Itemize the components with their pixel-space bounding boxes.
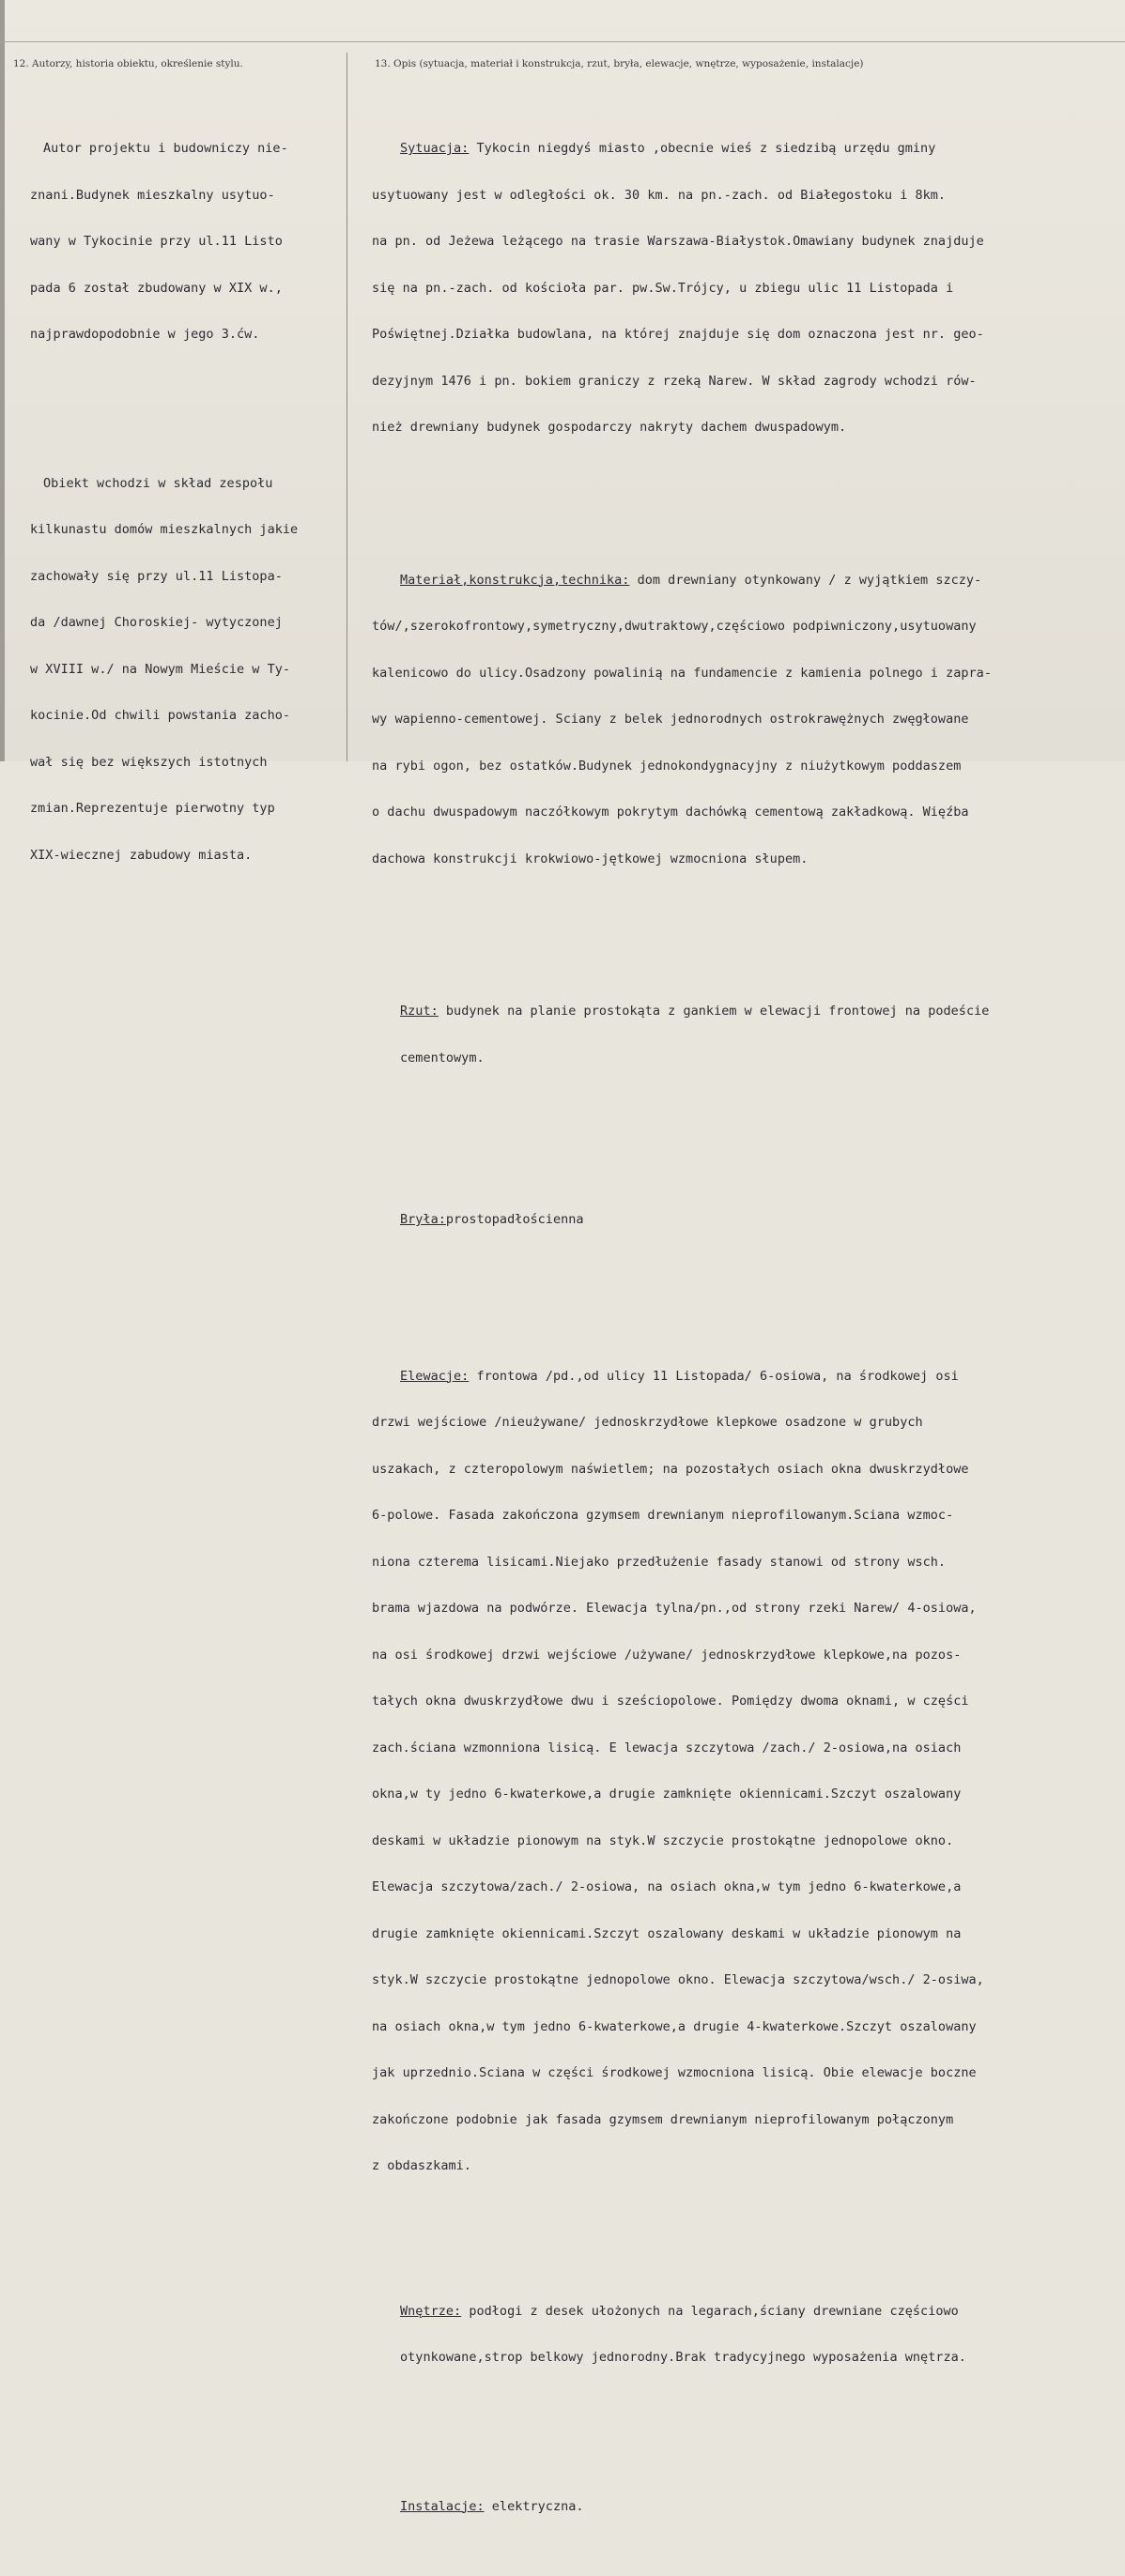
text-line: 6-polowe. Fasada zakończona gzymsem drewnianym nieprofilowanym.Sciana wzmoc-	[372, 1508, 954, 1523]
label-bryla: Bryła:	[400, 1212, 446, 1227]
text-line: tów/,szerokofrontowy,symetryczny,dwutraktowy,częściowo podpiwniczony,usytuowany	[372, 619, 977, 634]
text-line: Elewacja szczytowa/zach./ 2-osiowa, na osiach okna,w tym jedno 6-kwaterkowe,a	[372, 1879, 962, 1894]
paragraph-authors	[30, 110, 344, 374]
text-line: kilkunastu domów mieszkalnych jakie	[30, 522, 299, 537]
text-line: wał się bez większych istotnych	[30, 754, 268, 770]
text-line: dachowa konstrukcji krokwiowo-jętkowej wzmocniona słupem.	[372, 851, 809, 866]
text-line: brama wjazdowa na podwórze. Elewacja tylna/pn.,od strony rzeki Narew/ 4-osiowa,	[372, 1601, 977, 1616]
text-line: najprawdopodobnie w jego 3.ćw.	[30, 327, 260, 342]
label-wnetrze: Wnętrze:	[400, 2303, 462, 2319]
label-rzut: Rzut:	[400, 1004, 439, 1019]
label-sytuacja: Sytuacja:	[400, 141, 470, 156]
section-bryla	[400, 1181, 1125, 1259]
text-line: budynek na planie prostokąta z gankiem w elewacji frontowej na podeście	[438, 1004, 990, 1019]
text-line: się na pn.-zach. od kościoła par. pw.Sw.Trójcy, u zbiegu ulic 11 Listopada i	[372, 280, 954, 296]
label-material: Materiał,konstrukcja,technika:	[400, 572, 630, 588]
text-line: z obdaszkami.	[372, 2158, 471, 2173]
text-line: Poświętnej.Działka budowlana, na której znajduje się dom oznaczona jest nr. geo-	[372, 327, 984, 342]
text-line: nież drewniany budynek gospodarczy nakryty dachem dwuspadowym.	[372, 420, 847, 435]
section-elewacje	[372, 1338, 1125, 2205]
text-line: kocinie.Od chwili powstania zacho-	[30, 708, 291, 723]
paragraph-ensemble	[30, 445, 344, 895]
text-line: okna,w ty jedno 6-kwaterkowe,a drugie zamknięte okiennicami.Szczyt oszalowany	[372, 1786, 962, 1802]
top-rule	[0, 41, 1125, 42]
text-line: cementowym.	[400, 1050, 485, 1066]
text-line: na rybi ogon, bez ostatków.Budynek jednokondygnacyjny z niużytkowym poddaszem	[372, 758, 962, 774]
description-text	[372, 79, 1125, 2576]
text-line: Autor projektu i budowniczy nie-	[43, 141, 288, 156]
text-line: usytuowany jest w odległości ok. 30 km. na pn.-zach. od Białegostoku i 8km.	[372, 187, 947, 203]
text-line: wany w Tykocinie przy ul.11 Listo	[30, 234, 283, 249]
section-12-header: 12. Autorzy, historia obiektu, określenie stylu.	[13, 58, 243, 69]
text-line: wy wapienno-cementowej. Sciany z belek jednorodnych ostrokrawężnych zwęgłowane	[372, 712, 969, 727]
text-line: zach.ściana wzmonniona lisicą. E lewacja szczytowa /zach./ 2-osiowa,na osiach	[372, 1740, 962, 1756]
section-rzut	[400, 973, 1125, 1096]
section-instalacje	[400, 2468, 1125, 2546]
text-line: XIX-wiecznej zabudowy miasta.	[30, 847, 253, 863]
sheet-edge	[0, 0, 5, 761]
text-line: kalenicowo do ulicy.Osadzony powalinią na fundamencie z kamienia polnego i zapra-	[372, 665, 992, 681]
text-line: o dachu dwuspadowym naczółkowym pokrytym dachówką cementową zakładkową. Więźba	[372, 805, 969, 820]
text-line: na osiach okna,w tym jedno 6-kwaterkowe,a drugie 4-kwaterkowe.Szczyt oszalowany	[372, 2018, 977, 2034]
text-line: na pn. od Jeżewa leżącego na trasie Warszawa-Białystok.Omawiany budynek znajduje	[372, 234, 984, 249]
label-instalacje: Instalacje:	[400, 2498, 485, 2514]
section-wnetrze	[400, 2273, 1125, 2397]
text-line: podłogi z desek ułożonych na legarach,ściany drewniane częściowo	[461, 2303, 959, 2319]
text-line: Tykocin niegdyś miasto ,obecnie wieś z siedzibą urzędu gminy	[469, 141, 936, 156]
text-line: znani.Budynek mieszkalny usytuo-	[30, 187, 275, 203]
text-line: otynkowane,strop belkowy jednorodny.Brak tradycyjnego wyposażenia wnętrza.	[400, 2350, 966, 2365]
text-line: pada 6 został zbudowany w XIX w.,	[30, 280, 283, 296]
text-line: tałych okna dwuskrzydłowe dwu i sześciopolowe. Pomiędzy dwoma oknami, w części	[372, 1694, 969, 1709]
section-material	[372, 542, 1125, 898]
section-sytuacja	[372, 110, 1125, 467]
text-line: niona czterema lisicami.Niejako przedłużenie fasady stanowi od strony wsch.	[372, 1554, 947, 1570]
text-line: w XVIII w./ na Nowym Mieście w Ty-	[30, 661, 291, 677]
author-history-text	[30, 79, 344, 925]
text-line: na osi środkowej drzwi wejściowe /używane/ jednoskrzydłowe klepkowe,na pozos-	[372, 1647, 962, 1663]
label-elewacje: Elewacje:	[400, 1368, 470, 1384]
text-line: zachowały się przy ul.11 Listopa-	[30, 568, 283, 584]
text-line: drzwi wejściowe /nieużywane/ jednoskrzydłowe klepkowe osadzone w grubych	[372, 1415, 923, 1430]
text-line: Obiekt wchodzi w skład zespołu	[43, 475, 273, 491]
text-line: styk.W szczycie prostokątne jednopolowe okno. Elewacja szczytowa/wsch./ 2-osiwa,	[372, 1972, 984, 1987]
text-line: elektryczna.	[484, 2498, 584, 2514]
text-line: jak uprzednio.Sciana w części środkowej wzmocniona lisicą. Obie elewacje boczne	[372, 2065, 977, 2080]
text-line: uszakach, z czteropolowym naświetlem; na pozostałych osiach okna dwuskrzydłowe	[372, 1461, 969, 1477]
text-line: zmian.Reprezentuje pierwotny typ	[30, 801, 275, 816]
text-line: deskami w układzie pionowym na styk.W szczycie prostokątne jednopolowe okno.	[372, 1832, 954, 1848]
text-line: zakończone podobnie jak fasada gzymsem drewnianym nieprofilowanym połączonym	[372, 2111, 954, 2127]
text-line: frontowa /pd.,od ulicy 11 Listopada/ 6-osiowa, na środkowej osi	[469, 1368, 959, 1384]
text-line: prostopadłościenna	[445, 1212, 584, 1227]
text-line: dezyjnym 1476 i pn. bokiem graniczy z rzeką Narew. W skład zagrody wchodzi rów-	[372, 373, 977, 389]
text-line: da /dawnej Choroskiej- wytyczonej	[30, 615, 283, 630]
text-line: drugie zamknięte okiennicami.Szczyt oszalowany deskami w układzie pionowym na	[372, 1925, 962, 1941]
text-line: dom drewniany otynkowany / z wyjątkiem szczy-	[629, 572, 982, 588]
section-13-header: 13. Opis (sytuacja, materiał i konstrukcja, rzut, bryła, elewacje, wnętrze, wyposażenie, instalacje)	[375, 58, 864, 69]
